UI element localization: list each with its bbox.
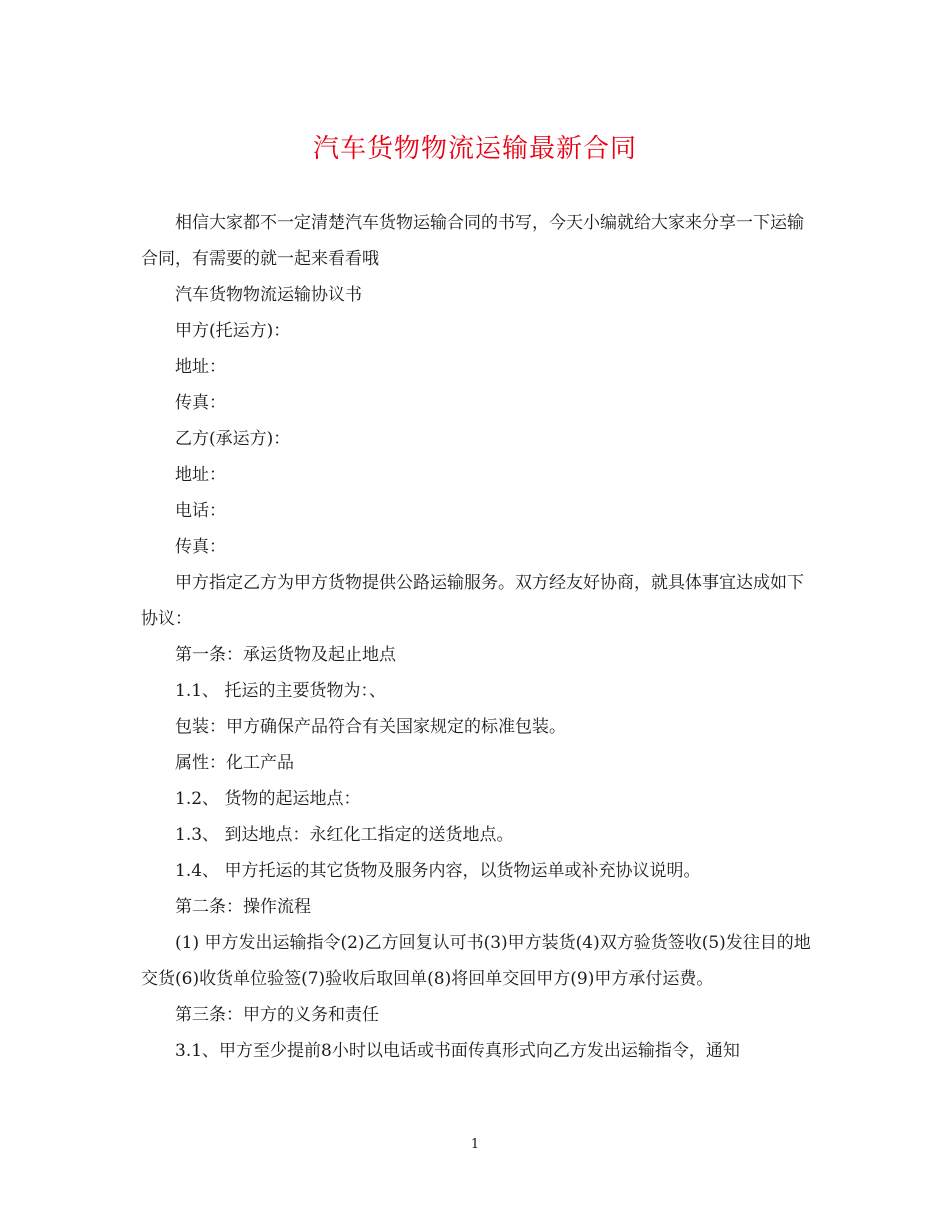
paragraph-intro: 相信大家都不一定清楚汽车货物运输合同的书写，今天小编就给大家来分享一下运输合同，有需要的就一起来看看哦 bbox=[141, 213, 804, 269]
document-title: 汽车货物物流运输最新合同 bbox=[312, 134, 637, 164]
paragraph-preamble: 甲方指定乙方为甲方货物提供公路运输服务。双方经友好协商，就具体事宜达成如下协议： bbox=[141, 573, 804, 629]
page-number: 1 bbox=[470, 1137, 480, 1152]
paragraph-article-3: 第三条：甲方的义务和责任 bbox=[175, 1005, 379, 1025]
paragraph-attribute: 属性：化工产品 bbox=[175, 753, 294, 773]
paragraph-1-3: 1.3、 到达地点：永红化工指定的送货地点。 bbox=[175, 825, 514, 845]
paragraph-3-1: 3.1、甲方至少提前8小时以电话或书面传真形式向乙方发出运输指令，通知 bbox=[175, 1041, 740, 1061]
paragraph-1-4: 1.4、 甲方托运的其它货物及服务内容，以货物运单或补充协议说明。 bbox=[175, 861, 701, 881]
paragraph-1-1: 1.1、 托运的主要货物为：、 bbox=[175, 681, 386, 701]
paragraph-party-b-address: 地址： bbox=[175, 465, 226, 485]
paragraph-article-1: 第一条：承运货物及起止地点 bbox=[175, 645, 396, 665]
paragraph-agreement-title: 汽车货物物流运输协议书 bbox=[175, 285, 362, 305]
paragraph-party-b-phone: 电话： bbox=[175, 501, 226, 521]
paragraph-party-b-fax: 传真： bbox=[175, 537, 226, 557]
paragraph-1-2: 1.2、 货物的起运地点： bbox=[175, 789, 361, 809]
paragraph-packaging: 包装：甲方确保产品符合有关国家规定的标准包装。 bbox=[175, 717, 566, 737]
document-body bbox=[141, 205, 813, 1069]
paragraph-party-a-fax: 传真： bbox=[175, 393, 226, 413]
paragraph-party-a: 甲方(托运方)： bbox=[175, 321, 291, 341]
paragraph-process: (1) 甲方发出运输指令(2)乙方回复认可书(3)甲方装货(4)双方验货签收(5)发往目的地交货(6)收货单位验签(7)验收后取回单(8)将回单交回甲方(9)甲方承付运费。 bbox=[141, 933, 811, 989]
paragraph-party-a-address: 地址： bbox=[175, 357, 226, 377]
paragraph-article-2: 第二条：操作流程 bbox=[175, 897, 311, 917]
paragraph-party-b: 乙方(承运方)： bbox=[175, 429, 291, 449]
